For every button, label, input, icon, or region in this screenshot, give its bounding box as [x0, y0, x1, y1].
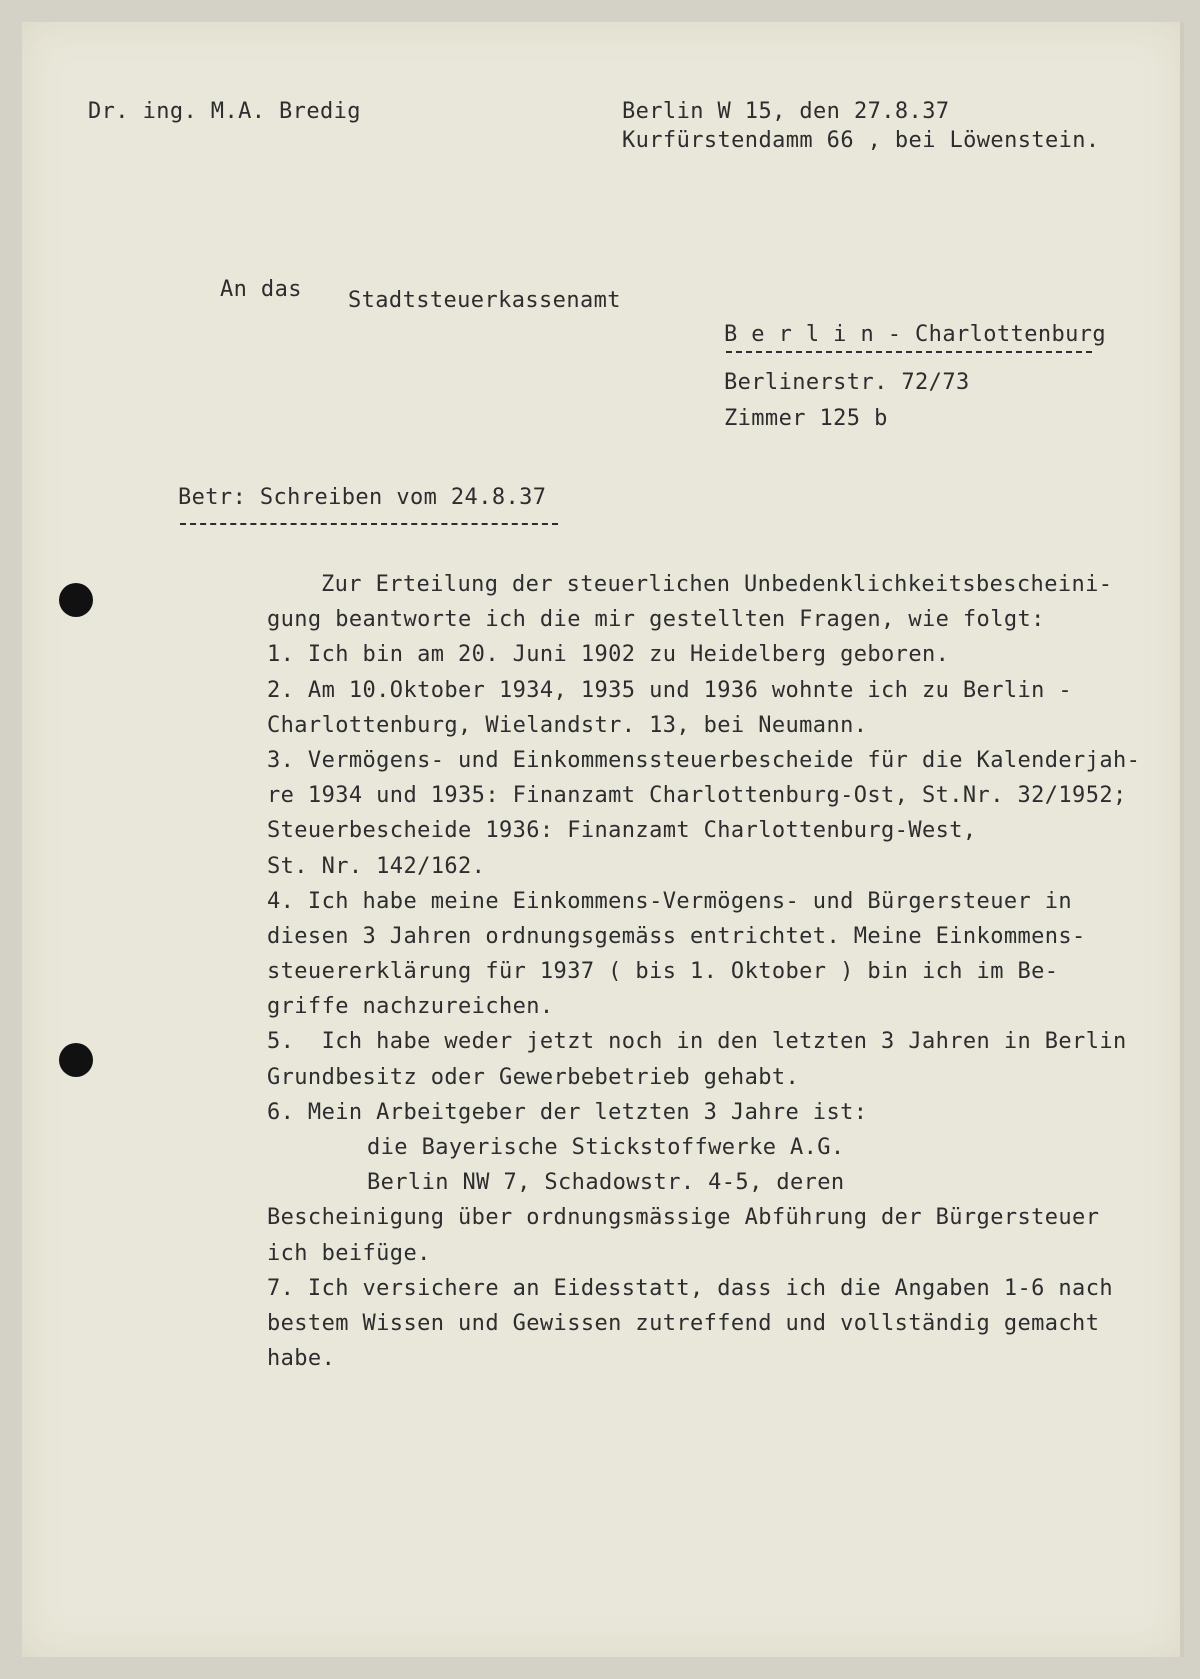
body-line: gung beantworte ich die mir gestellten Fragen, wie folgt:	[267, 607, 1045, 633]
body-line: bestem Wissen und Gewissen zutreffend und vollständig gemacht	[267, 1310, 1100, 1336]
punch-hole-top	[59, 583, 93, 617]
body-line: 2. Am 10.Oktober 1934, 1935 und 1936 wohnte ich zu Berlin -	[267, 677, 1073, 703]
body-line: Zur Erteilung der steuerlichen Unbedenklichkeitsbescheini-	[321, 572, 1113, 597]
page-edge	[1180, 22, 1184, 1657]
sender-name: Dr. ing. M.A. Bredig	[88, 99, 361, 124]
body-line: ich beifüge.	[267, 1240, 431, 1266]
body-line: 4. Ich habe meine Einkommens-Vermögens- und Bürgersteuer in	[267, 888, 1073, 914]
recipient-city: B e r l i n - Charlottenburg	[724, 322, 1107, 347]
recipient-office: Stadtsteuerkassenamt	[348, 288, 621, 313]
place-date: Berlin W 15, den 27.8.37	[622, 99, 950, 124]
subject-line: Betr: Schreiben vom 24.8.37	[178, 485, 547, 510]
body-line: griffe nachzureichen.	[267, 994, 554, 1020]
sender-address: Kurfürstendamm 66 , bei Löwenstein.	[622, 128, 1100, 153]
body-line: habe.	[267, 1346, 336, 1372]
body-line: die Bayerische Stickstoffwerke A.G.	[367, 1135, 845, 1160]
body-line: Steuerbescheide 1936: Finanzamt Charlottenburg-West,	[267, 818, 977, 844]
body-line: 6. Mein Arbeitgeber der letzten 3 Jahre ist:	[267, 1099, 868, 1125]
subject-underline	[180, 523, 558, 525]
body-line: Berlin NW 7, Schadowstr. 4-5, deren	[367, 1170, 845, 1196]
body-line: Charlottenburg, Wielandstr. 13, bei Neumann.	[267, 712, 868, 738]
punch-hole-bottom	[59, 1043, 93, 1077]
body-line: 5. Ich habe weder jetzt noch in den letzten 3 Jahren in Berlin	[267, 1029, 1127, 1055]
letter-page	[22, 22, 1184, 1657]
letter-body	[267, 567, 1140, 1376]
city-underline	[726, 351, 1092, 353]
recipient-room: Zimmer 125 b	[724, 406, 888, 431]
recipient-salutation: An das	[220, 277, 302, 302]
body-line: steuererklärung für 1937 ( bis 1. Oktober ) bin ich im Be-	[267, 959, 1059, 985]
recipient-street: Berlinerstr. 72/73	[724, 370, 970, 395]
body-line: re 1934 und 1935: Finanzamt Charlottenburg-Ost, St.Nr. 32/1952;	[267, 783, 1127, 809]
body-line: St. Nr. 142/162.	[267, 853, 486, 879]
body-line: 7. Ich versichere an Eidesstatt, dass ich die Angaben 1-6 nach	[267, 1275, 1113, 1301]
body-line: 1. Ich bin am 20. Juni 1902 zu Heidelberg geboren.	[267, 642, 950, 668]
body-line: Grundbesitz oder Gewerbebetrieb gehabt.	[267, 1064, 800, 1090]
body-line: diesen 3 Jahren ordnungsgemäss entrichtet. Meine Einkommens-	[267, 923, 1086, 949]
body-line: Bescheinigung über ordnungsmässige Abführung der Bürgersteuer	[267, 1205, 1100, 1231]
body-line: 3. Vermögens- und Einkommenssteuerbescheide für die Kalenderjah-	[267, 747, 1141, 773]
